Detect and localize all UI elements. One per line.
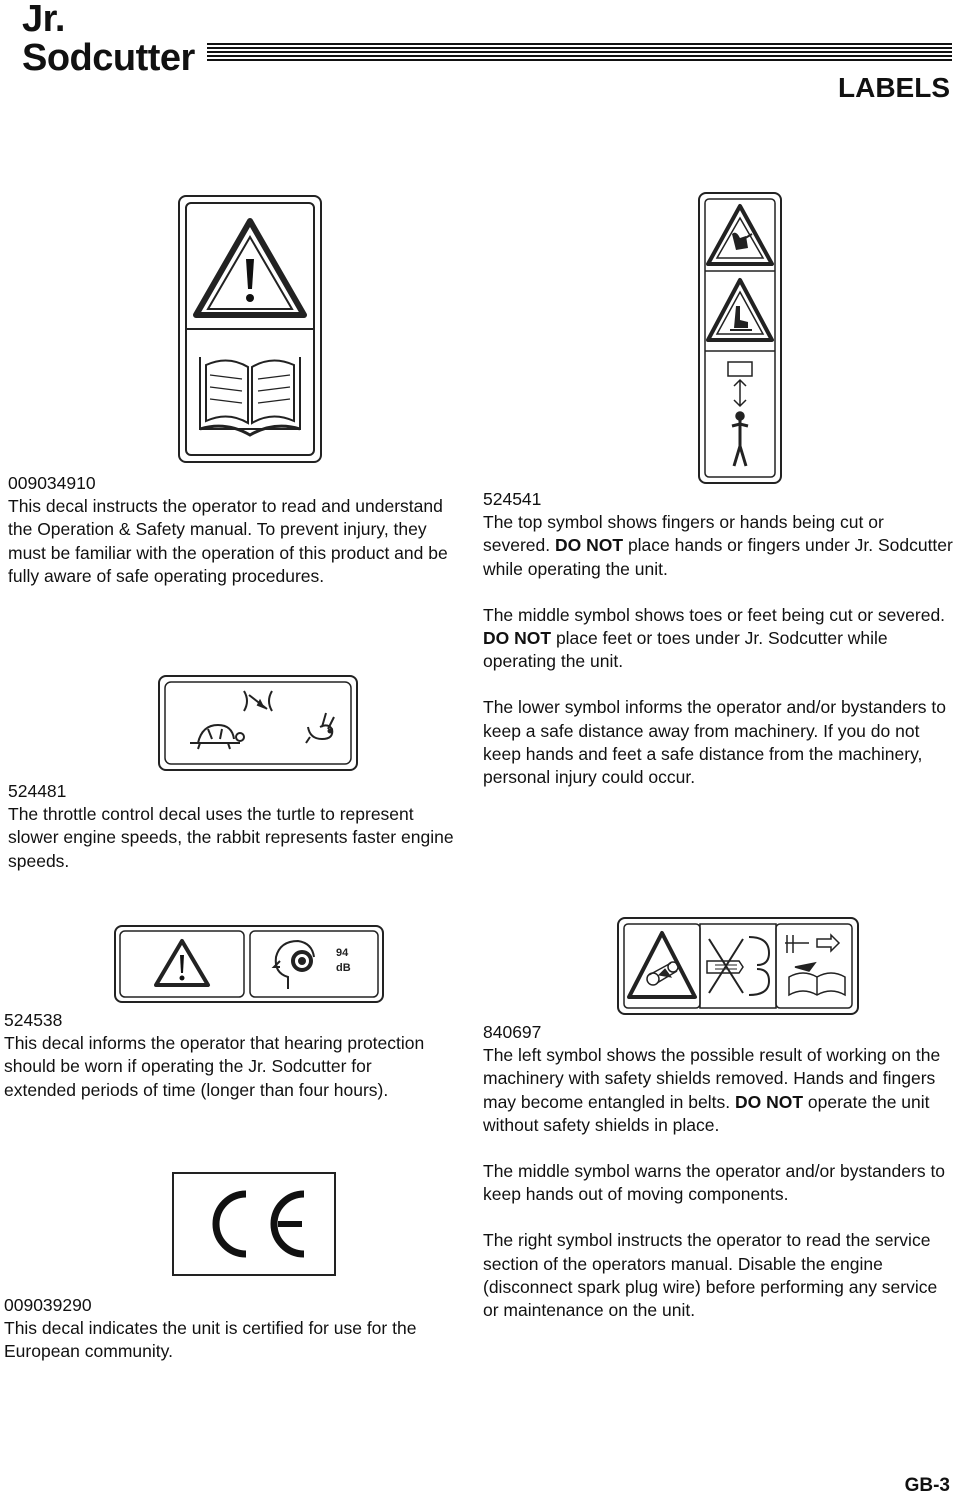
- decal-description: The throttle control decal uses the turtle to represent slower engine speeds, the rabbit represents faster engine speeds.: [8, 804, 454, 871]
- decibel-value: 94: [336, 947, 349, 959]
- title-line-2: Sodcutter: [22, 37, 195, 79]
- rabbit-icon: [306, 713, 334, 743]
- decal-code: 840697: [483, 1022, 542, 1042]
- decal-code: 524538: [4, 1010, 63, 1030]
- page-title: [22, 0, 195, 78]
- section-heading: LABELS: [838, 72, 950, 103]
- decal-code: 009034910: [8, 473, 96, 493]
- decal-524538-text: [4, 1009, 444, 1102]
- no-hands-rotating-icon: [707, 937, 769, 995]
- decal-ce-mark: [172, 1172, 336, 1276]
- paragraph-right-symbol: The right symbol instructs the operator to read the service section of the operators manual. Disable the engine (disconnect spark plug wire) before performing any service or maintenance on the unit.: [483, 1230, 938, 1321]
- decal-code: 009039290: [4, 1295, 92, 1315]
- belt-entanglement-warning-icon: [629, 933, 695, 997]
- decal-description: This decal informs the operator that hearing protection should be worn if operating the Jr. Sodcutter for extended periods of time (longer than four hours).: [4, 1033, 425, 1100]
- hearing-protection-icon: [274, 941, 314, 989]
- read-service-manual-icon: [785, 935, 845, 995]
- throttle-icon: [244, 691, 272, 711]
- header-rules: [207, 43, 952, 65]
- title-line-1: Jr.: [22, 0, 65, 40]
- decal-840697-text: [483, 1021, 953, 1345]
- hand-cut-warning-icon: [708, 206, 772, 264]
- decal-hearing: [114, 925, 384, 1003]
- decal-cut-hazards: [698, 192, 782, 484]
- warning-triangle-icon: [156, 941, 208, 985]
- paragraph-middle-symbol: The middle symbol shows toes or feet being cut or severed. DO NOT place feet or toes under Jr. Sodcutter while operating the unit.: [483, 604, 946, 672]
- foot-cut-warning-icon: [708, 280, 772, 340]
- ce-mark-icon: [174, 1174, 334, 1274]
- decal-throttle: [158, 675, 358, 771]
- turtle-icon: [190, 725, 244, 749]
- decal-shields: [617, 917, 859, 1015]
- decibel-unit: dB: [336, 962, 351, 974]
- decal-code: 524541: [483, 489, 542, 509]
- safe-distance-person-icon: [728, 362, 752, 466]
- paragraph-top-symbol: The top symbol shows fingers or hands being cut or severed. DO NOT place hands or fingers under Jr. Sodcutter while operating the unit.: [483, 512, 953, 579]
- paragraph-lower-symbol: The lower symbol informs the operator and/or bystanders to keep a safe distance away from machinery. If you do not keep hands and feet a safe distance from the machinery, personal injury could occur.: [483, 697, 946, 788]
- paragraph-middle-symbol: The middle symbol warns the operator and/or bystanders to keep hands out of moving components.: [483, 1161, 946, 1205]
- paragraph-left-symbol: The left symbol shows the possible result of working on the machinery with safety shields removed. Hands and fingers may become entangled in belts. DO NOT operate the unit without safety shields in place.: [483, 1045, 941, 1135]
- warning-triangle-icon: [196, 221, 304, 315]
- decal-009034910-text: [8, 472, 458, 588]
- decal-524541-text: [483, 488, 953, 812]
- page-number: GB-3: [904, 1475, 950, 1496]
- decal-524481-text: [8, 780, 463, 873]
- decal-description: This decal instructs the operator to read and understand the Operation & Safety manual. To prevent injury, they must be familiar with the operation of this product and be fully aware of safe operating procedures.: [8, 496, 448, 586]
- decal-009039290-text: [4, 1294, 444, 1364]
- decal-description: This decal indicates the unit is certified for use for the European community.: [4, 1318, 417, 1362]
- decal-code: 524481: [8, 781, 67, 801]
- decal-read-manual: [178, 195, 322, 463]
- manual-book-icon: [200, 357, 300, 435]
